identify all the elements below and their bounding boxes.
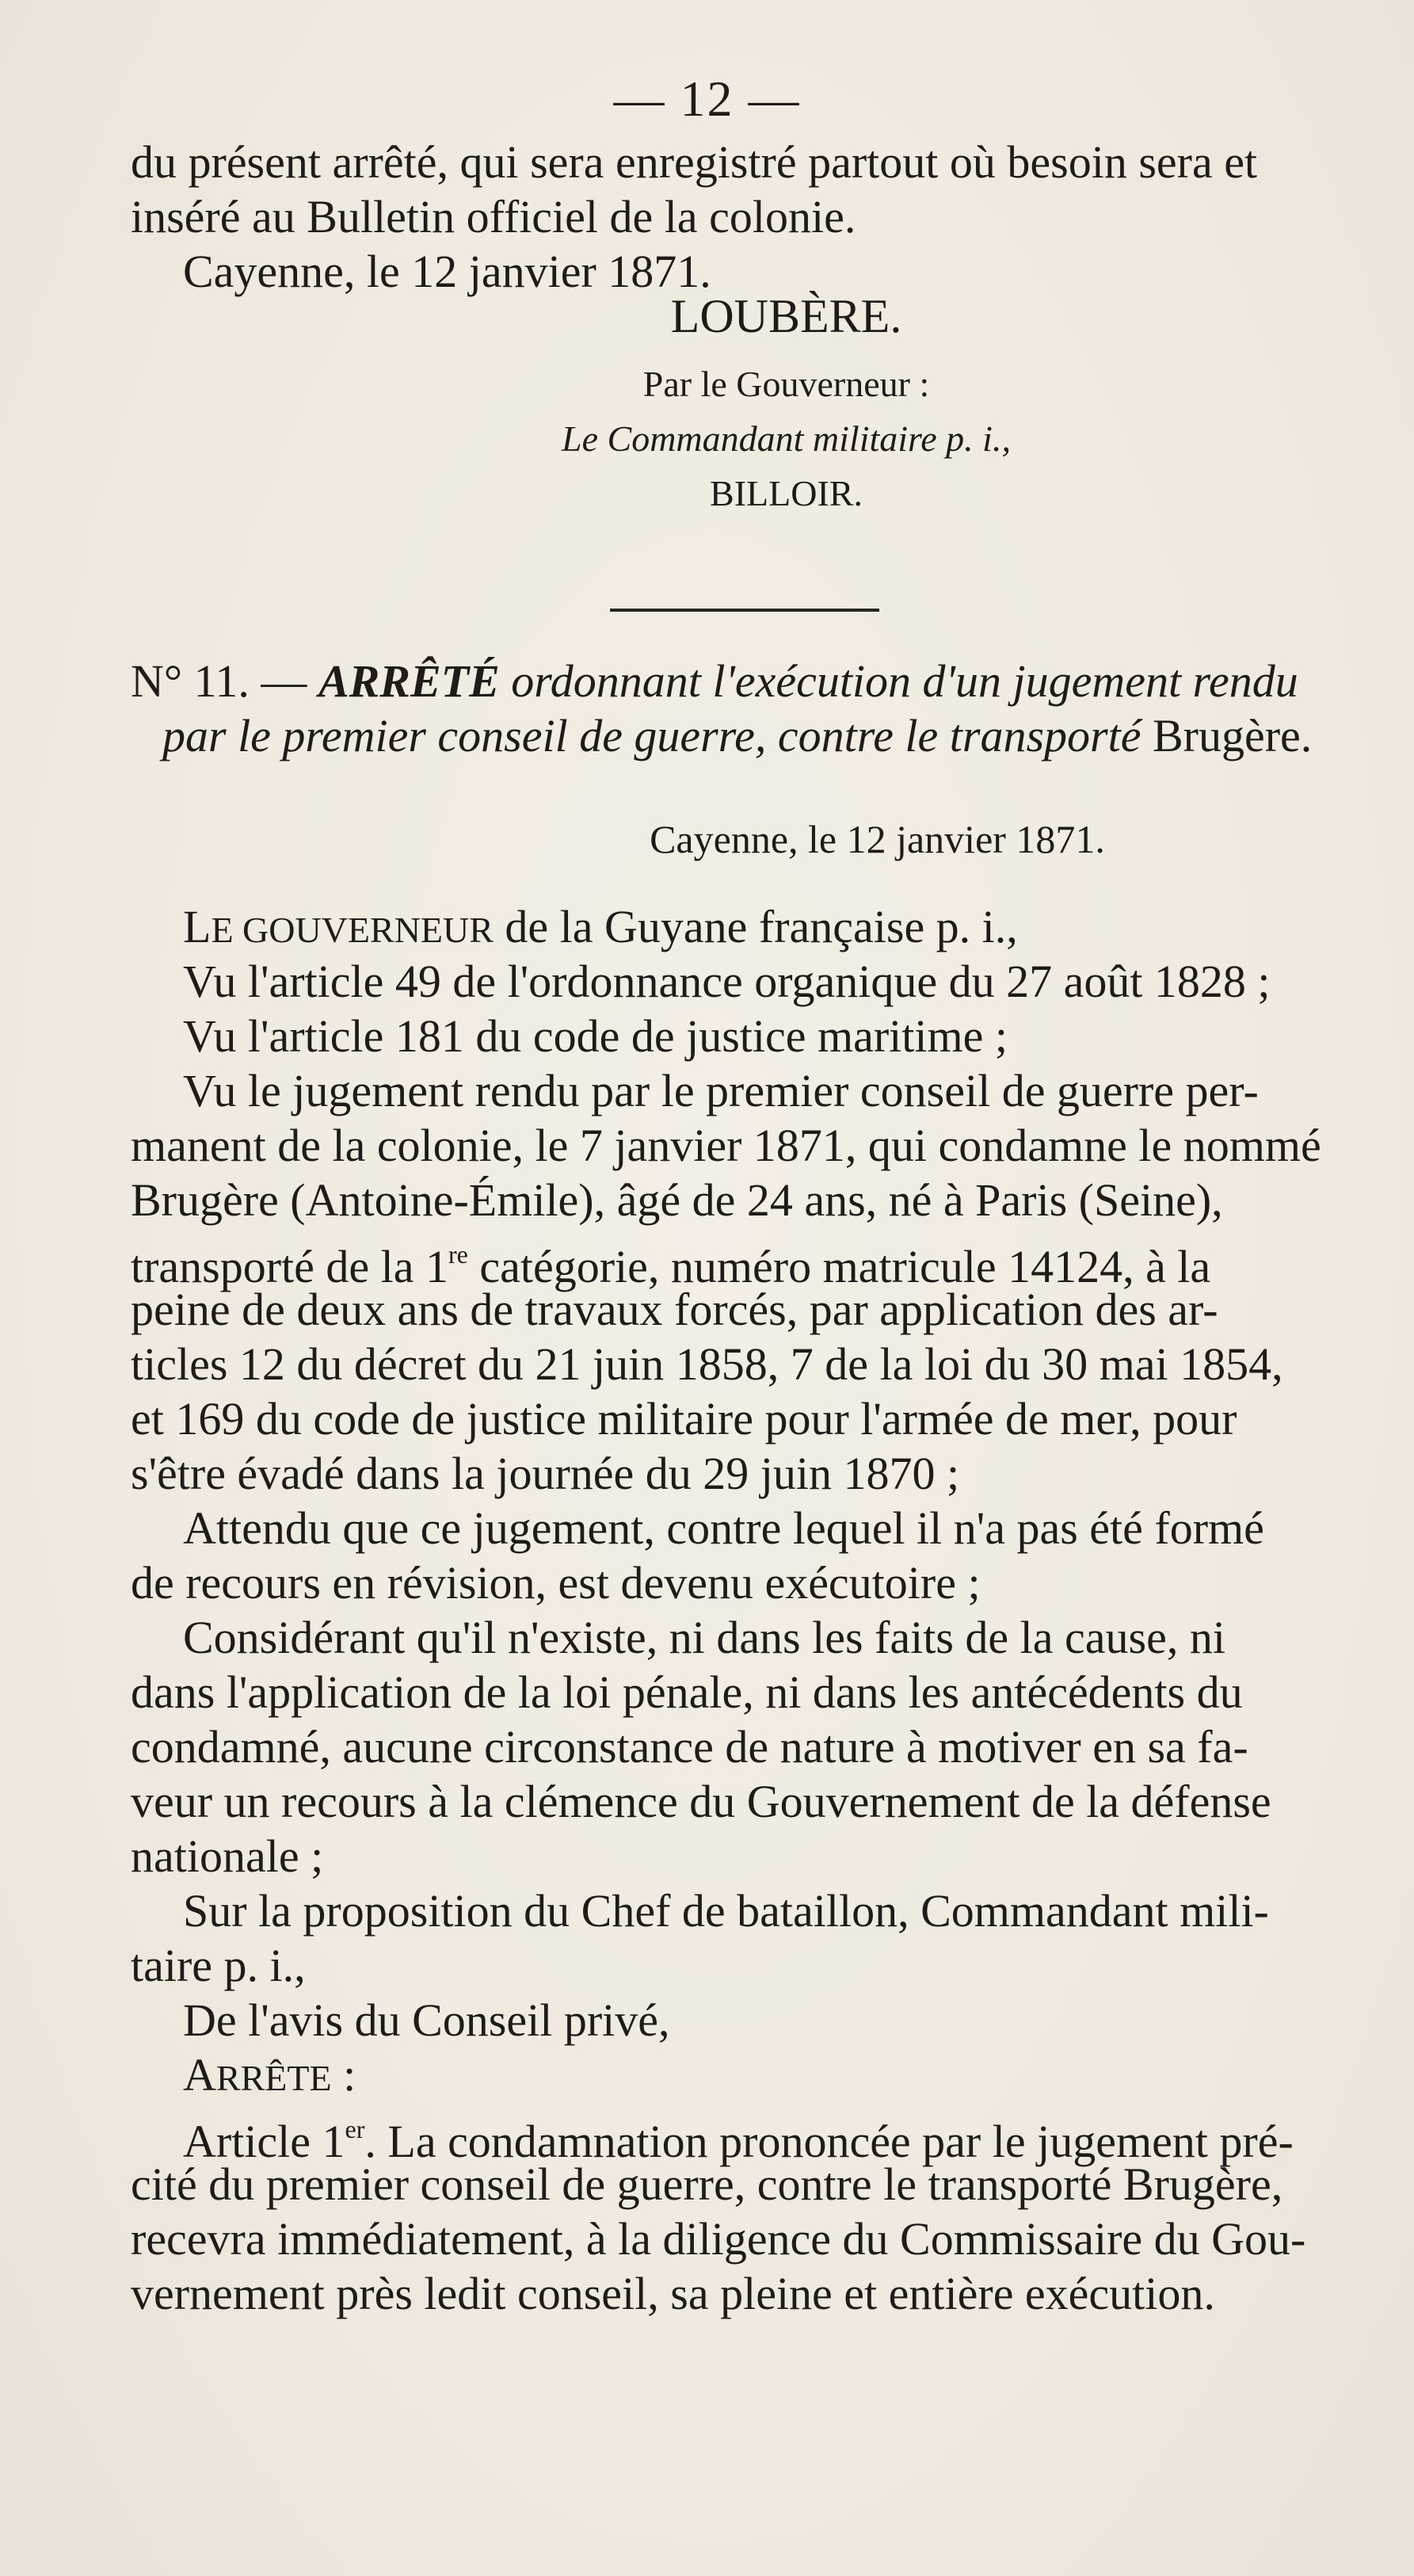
heading-line	[131, 708, 1343, 763]
text-line: inséré au Bulletin officiel de la colonie.	[131, 191, 856, 242]
previous-decree-end	[131, 135, 1343, 299]
article-1: Article 1er. La condamnation prononcée par le jugement pré-	[183, 2115, 1294, 2167]
considerant-attendu: Attendu que ce jugement, contre lequel il n'a pas été formé	[183, 1502, 1264, 1554]
text-line: condamné, aucune circonstance de nature à motiver en sa fa-	[131, 1721, 1248, 1773]
signature-title: Le Commandant militaire p. i.,	[562, 418, 1011, 459]
considerant-vu: Vu l'article 181 du code de justice maritime ;	[183, 1010, 1008, 1062]
decree-body	[131, 899, 1343, 2321]
countersignature: BILLOIR.	[710, 473, 863, 513]
heading-text: par le premier conseil de guerre, contre le transporté	[162, 710, 1153, 761]
text-line: s'être évadé dans la journée du 29 juin 1870 ;	[131, 1448, 960, 1499]
text-line: dans l'application de la loi pénale, ni dans les antécédents du	[131, 1666, 1243, 1718]
decree-number: N° 11. —	[131, 655, 318, 707]
text-line: du présent arrêté, qui sera enregistré partout où besoin sera et	[131, 136, 1258, 188]
signature-name: LOUBÈRE.	[670, 290, 902, 342]
considerant-proposition: Sur la proposition du Chef de bataillon, Commandant mili-	[183, 1885, 1269, 1937]
heading-name: Brugère.	[1152, 710, 1313, 761]
text-line: vernement près ledit conseil, sa pleine et entière exécution.	[131, 2268, 1215, 2319]
considerant-avis: De l'avis du Conseil privé,	[183, 1994, 670, 2046]
text-line: de recours en révision, est devenu exécutoire ;	[131, 1557, 981, 1609]
considerant-vu: Vu le jugement rendu par le premier conseil de guerre per-	[183, 1065, 1259, 1116]
considerant-vu: Vu l'article 49 de l'ordonnance organique du 27 août 1828 ;	[183, 956, 1271, 1007]
text-line: recevra immédiatement, à la diligence du Commissaire du Gou-	[131, 2213, 1306, 2265]
considerant-considerant: Considérant qu'il n'existe, ni dans les faits de la cause, ni	[183, 1612, 1225, 1663]
text-line: ticles 12 du décret du 21 juin 1858, 7 de la loi du 30 mai 1854,	[131, 1338, 1283, 1390]
text-line: manent de la colonie, le 7 janvier 1871, qui condamne le nommé	[131, 1120, 1321, 1171]
text-line: veur un recours à la clémence du Gouvernement de la défense	[131, 1776, 1271, 1827]
heading-line	[131, 654, 1343, 708]
page-number: — 12 —	[613, 71, 801, 127]
decree-keyword: ARRÊTÉ	[318, 655, 500, 707]
decree-heading	[131, 654, 1343, 763]
text-line: peine de deux ans de travaux forcés, par application des ar-	[131, 1284, 1218, 1335]
text-line: nationale ;	[131, 1830, 324, 1882]
dateline: Cayenne, le 12 janvier 1871.	[650, 817, 1105, 861]
text-line: taire p. i.,	[131, 1940, 306, 1991]
preamble-governor: LE GOUVERNEUR de la Guyane française p. i.,	[183, 901, 1018, 952]
text-line: et 169 du code de justice militaire pour l'armée de mer, pour	[131, 1393, 1237, 1444]
signature-by-line: Par le Gouverneur :	[642, 364, 930, 404]
text-line: cité du premier conseil de guerre, contre le transporté Brugère,	[131, 2158, 1283, 2210]
heading-text: ordonnant l'exécution d'un jugement rendu	[499, 655, 1298, 707]
arrete-keyword: ARRÊTE :	[183, 2049, 356, 2101]
place-date: Cayenne, le 12 janvier 1871.	[183, 246, 711, 297]
text-line: Brugère (Antoine-Émile), âgé de 24 ans, né à Paris (Seine),	[131, 1174, 1223, 1226]
text-line: transporté de la 1re catégorie, numéro matricule 14124, à la	[131, 1240, 1211, 1292]
separator-rule	[610, 609, 879, 612]
